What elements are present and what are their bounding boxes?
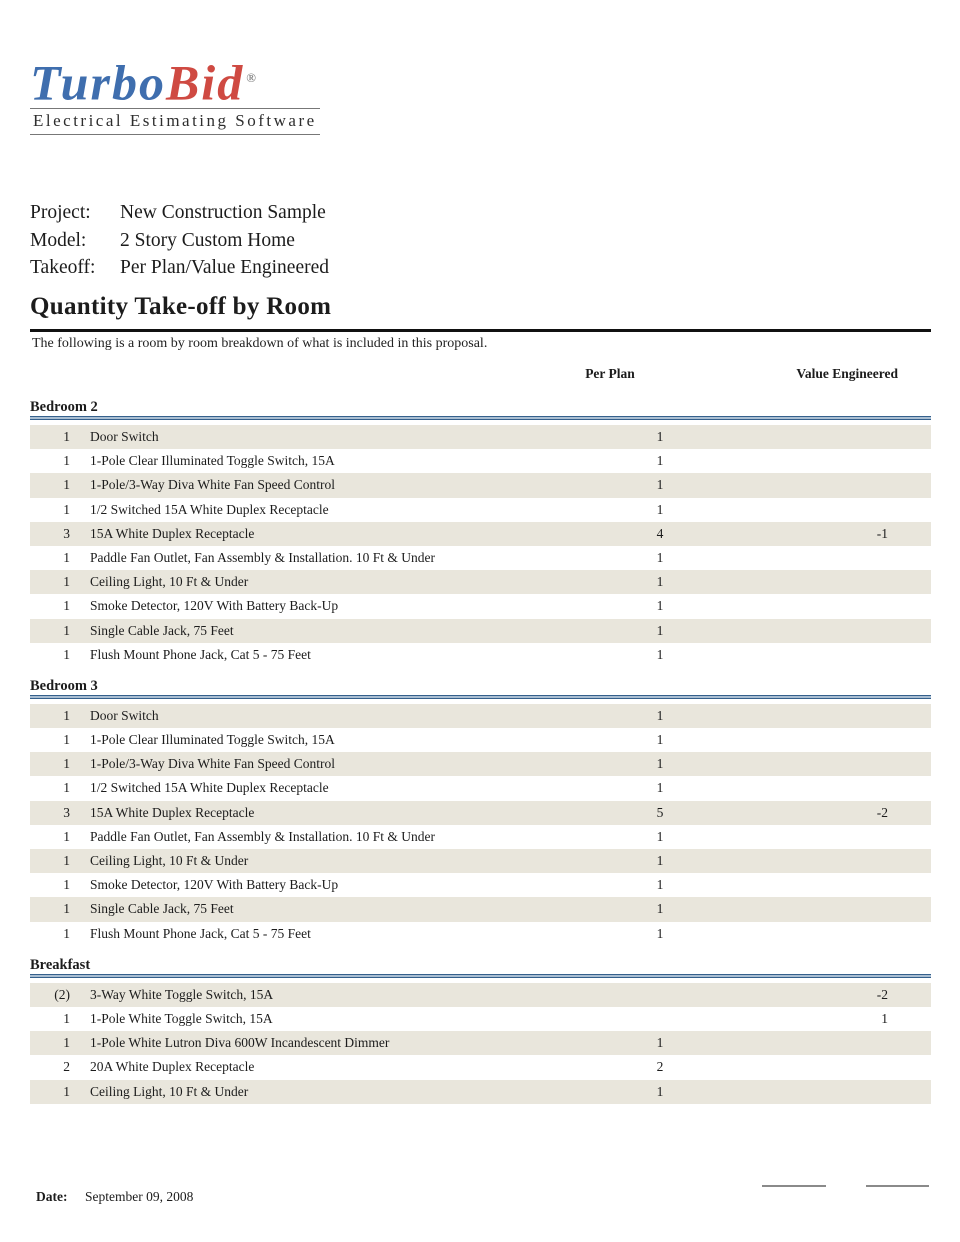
description-cell: 1-Pole White Lutron Diva 600W Incandescent Dimmer [90, 1035, 390, 1051]
table-row [30, 594, 931, 618]
table-row [30, 728, 931, 752]
quantity-cell: (2) [54, 986, 70, 1002]
logo-turbo-text: Turbo [30, 54, 166, 111]
description-cell: Single Cable Jack, 75 Feet [90, 901, 234, 917]
page-title: Quantity Take-off by Room [30, 293, 332, 320]
logo-tagline: Electrical Estimating Software [30, 108, 320, 135]
signature-line-1 [762, 1185, 826, 1187]
quantity-cell: 1 [63, 429, 70, 444]
quantity-cell: 1 [63, 877, 70, 893]
room-section-title: Breakfast [30, 956, 91, 973]
description-cell: 1-Pole/3-Way Diva White Fan Speed Control [90, 756, 335, 772]
description-cell: Single Cable Jack, 75 Feet [90, 622, 234, 638]
per-plan-cell: 1 [656, 853, 664, 868]
description-cell: 1-Pole/3-Way Diva White Fan Speed Control [90, 477, 335, 493]
quantity-cell: 1 [63, 756, 70, 772]
description-cell: Flush Mount Phone Jack, Cat 5 - 75 Feet [90, 646, 311, 662]
table-row [30, 1031, 931, 1055]
room-section-title: Bedroom 3 [30, 677, 98, 694]
quantity-cell: 3 [63, 804, 70, 820]
table-row [30, 897, 931, 921]
per-plan-cell: 1 [656, 901, 664, 917]
description-cell: 1/2 Switched 15A White Duplex Receptacle [90, 780, 329, 796]
description-cell: 15A White Duplex Receptacle [90, 804, 255, 820]
title-divider [30, 329, 931, 332]
meta-row [30, 199, 326, 227]
value-engineered-column-header: Value Engineered [796, 366, 898, 381]
room-section-divider [30, 695, 931, 699]
quantity-cell: 1 [63, 780, 70, 796]
table-row [30, 1055, 931, 1079]
per-plan-cell: 1 [656, 622, 664, 638]
room-sections [30, 399, 931, 1104]
table-row [30, 522, 931, 546]
description-cell: Door Switch [90, 429, 159, 444]
quantity-cell: 1 [63, 707, 70, 723]
table-row [30, 1007, 931, 1031]
quantity-cell: 1 [63, 1010, 70, 1026]
per-plan-cell: 1 [656, 1035, 664, 1051]
value-engineered-cell: -2 [876, 986, 888, 1002]
per-plan-cell: 1 [656, 429, 664, 444]
quantity-cell: 1 [63, 1083, 70, 1099]
table-row [30, 825, 931, 849]
date-label: Date: [36, 1189, 68, 1204]
table-row [30, 983, 931, 1007]
date-value: September 09, 2008 [85, 1189, 194, 1204]
room-section-divider [30, 416, 931, 420]
table-row [30, 1080, 931, 1104]
table-row [30, 752, 931, 776]
quantity-cell: 1 [63, 901, 70, 917]
quantity-cell: 1 [63, 549, 70, 565]
per-plan-cell: 2 [656, 1059, 664, 1075]
meta-row [30, 254, 330, 282]
per-plan-cell: 1 [656, 828, 664, 844]
per-plan-cell: 1 [656, 1083, 664, 1099]
table-row [30, 619, 931, 643]
per-plan-cell: 5 [656, 804, 664, 820]
description-cell: 1-Pole White Toggle Switch, 15A [90, 1010, 273, 1026]
description-cell: Ceiling Light, 10 Ft & Under [90, 1083, 249, 1099]
room-section-divider [30, 974, 931, 978]
per-plan-cell: 1 [656, 780, 664, 796]
description-cell: 1/2 Switched 15A White Duplex Receptacle [90, 501, 329, 517]
turbobid-logo [30, 52, 258, 109]
table-row [30, 922, 931, 946]
room-rows [30, 425, 931, 667]
quantity-cell: 2 [63, 1059, 70, 1075]
quantity-cell: 1 [63, 477, 70, 493]
table-row [30, 425, 931, 449]
per-plan-cell: 1 [656, 925, 664, 941]
quantity-cell: 1 [63, 646, 70, 662]
description-cell: 15A White Duplex Receptacle [90, 525, 255, 541]
quantity-cell: 1 [63, 853, 70, 868]
per-plan-cell: 1 [656, 707, 664, 723]
meta-value: Per Plan/Value Engineered [120, 257, 330, 278]
table-row [30, 704, 931, 728]
quantity-cell: 1 [63, 1035, 70, 1051]
quantity-cell: 1 [63, 828, 70, 844]
table-row [30, 498, 931, 522]
per-plan-cell: 4 [656, 525, 664, 541]
per-plan-cell: 1 [656, 574, 664, 590]
description-cell: 1-Pole Clear Illuminated Toggle Switch, 15A [90, 732, 335, 748]
meta-label: Project: [30, 202, 91, 223]
description-cell: Smoke Detector, 120V With Battery Back-Up [90, 598, 339, 614]
table-row [30, 473, 931, 497]
meta-value: 2 Story Custom Home [120, 229, 295, 251]
table-row [30, 849, 931, 873]
quantity-cell: 1 [63, 574, 70, 590]
description-cell: Ceiling Light, 10 Ft & Under [90, 574, 249, 590]
project-meta [30, 199, 330, 282]
meta-row [30, 227, 295, 255]
signature-line-2 [866, 1185, 929, 1187]
quantity-cell: 3 [63, 525, 70, 541]
column-headers [30, 366, 931, 388]
description-cell: Paddle Fan Outlet, Fan Assembly & Installation. 10 Ft & Under [90, 549, 435, 565]
description-cell: 20A White Duplex Receptacle [90, 1059, 255, 1075]
table-row [30, 873, 931, 897]
quantity-cell: 1 [63, 501, 70, 517]
meta-label: Takeoff: [30, 257, 96, 278]
quantity-cell: 1 [63, 925, 70, 941]
value-engineered-cell: -1 [876, 525, 888, 541]
per-plan-cell: 1 [656, 756, 664, 772]
description-cell: 1-Pole Clear Illuminated Toggle Switch, 15A [90, 453, 335, 469]
description-cell: Paddle Fan Outlet, Fan Assembly & Installation. 10 Ft & Under [90, 828, 435, 844]
description-cell: Door Switch [90, 707, 159, 723]
logo-bid-text: Bid [165, 54, 245, 111]
room-section [30, 957, 931, 1104]
per-plan-cell: 1 [656, 453, 664, 469]
table-row [30, 546, 931, 570]
description-cell: Ceiling Light, 10 Ft & Under [90, 853, 249, 868]
table-row [30, 643, 931, 667]
description-cell: 3-Way White Toggle Switch, 15A [90, 986, 274, 1002]
quantity-cell: 1 [63, 453, 70, 469]
per-plan-cell: 1 [656, 598, 664, 614]
table-row [30, 449, 931, 473]
room-section [30, 678, 931, 946]
takeoff-table [30, 366, 931, 1104]
room-rows [30, 983, 931, 1104]
per-plan-column-header: Per Plan [585, 366, 635, 381]
registered-trademark-icon: ® [246, 70, 258, 85]
intro-text: The following is a room by room breakdown of what is included in this proposal. [32, 336, 488, 351]
table-row [30, 776, 931, 800]
quantity-cell: 1 [63, 732, 70, 748]
description-cell: Flush Mount Phone Jack, Cat 5 - 75 Feet [90, 925, 311, 941]
quantity-cell: 1 [63, 622, 70, 638]
description-cell: Smoke Detector, 120V With Battery Back-Up [90, 877, 339, 893]
value-engineered-cell: 1 [881, 1010, 888, 1026]
per-plan-cell: 1 [656, 501, 664, 517]
table-row [30, 801, 931, 825]
quantity-cell: 1 [63, 598, 70, 614]
per-plan-cell: 1 [656, 732, 664, 748]
per-plan-cell: 1 [656, 477, 664, 493]
room-section [30, 399, 931, 667]
room-section-title: Bedroom 2 [30, 399, 98, 415]
value-engineered-cell: -2 [876, 804, 888, 820]
per-plan-cell: 1 [656, 646, 664, 662]
room-rows [30, 704, 931, 946]
meta-label: Model: [30, 229, 87, 251]
table-row [30, 570, 931, 594]
meta-value: New Construction Sample [120, 202, 326, 223]
per-plan-cell: 1 [656, 549, 664, 565]
per-plan-cell: 1 [656, 877, 664, 893]
